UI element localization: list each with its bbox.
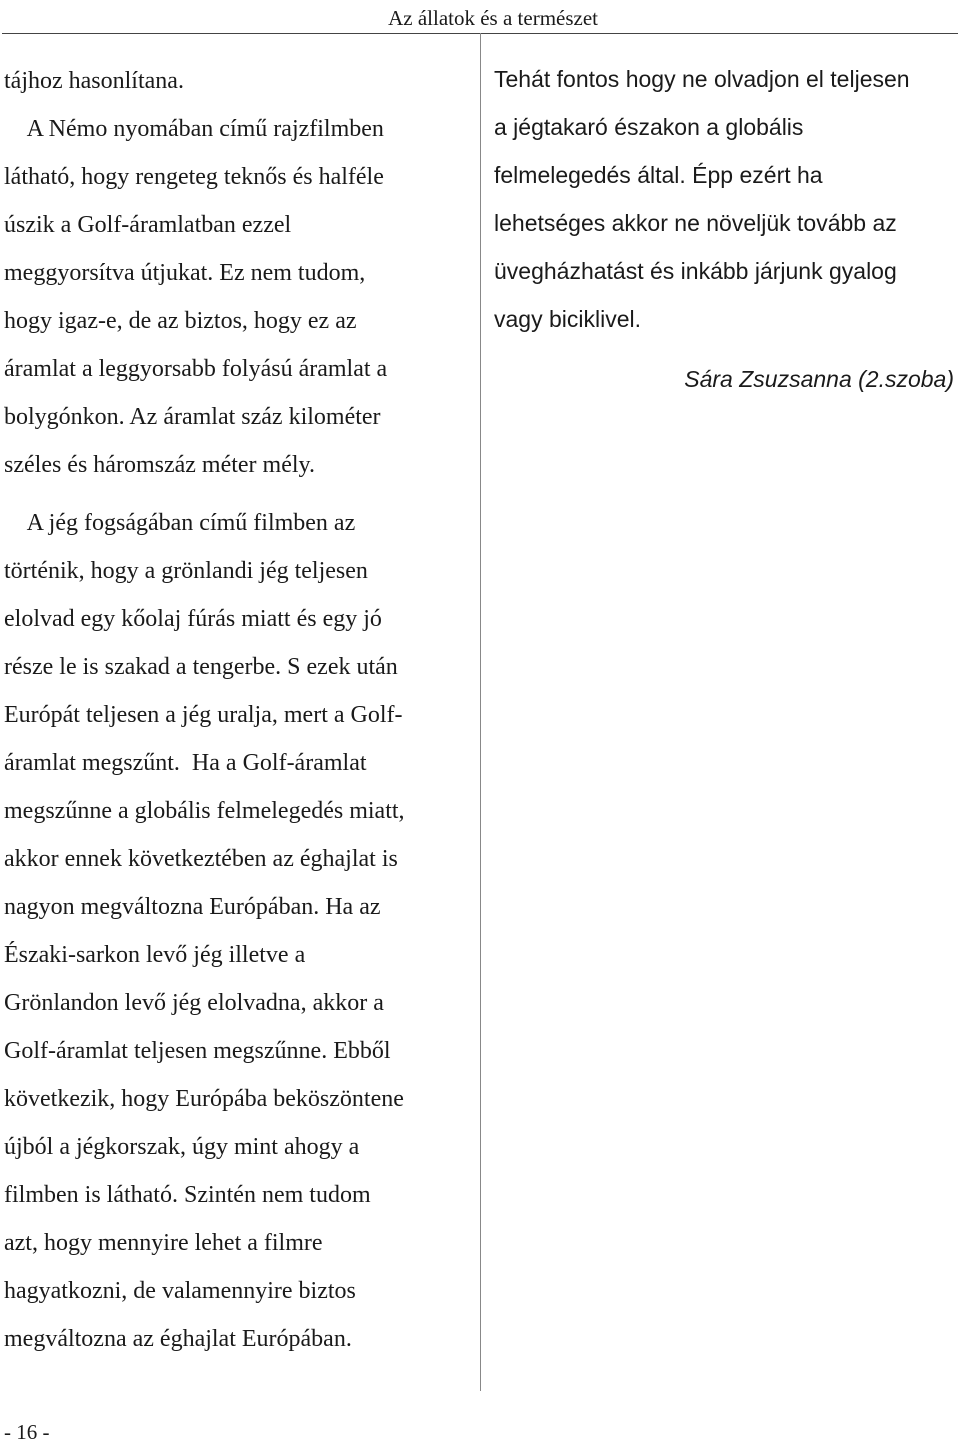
text-line: Északi-sarkon levő jég illetve a bbox=[4, 942, 306, 968]
text-line: bolygónkon. Az áramlat száz kilométer bbox=[4, 404, 381, 430]
right-column bbox=[494, 55, 956, 343]
text-line: Golf-áramlat teljesen megszűnne. Ebből bbox=[4, 1038, 391, 1064]
text-line: Európát teljesen a jég uralja, mert a Golf- bbox=[4, 702, 403, 728]
text-line: filmben is látható. Szintén nem tudom bbox=[4, 1182, 371, 1208]
text-line: hagyatkozni, de valamennyire biztos bbox=[4, 1278, 356, 1304]
text-line: következik, hogy Európába beköszöntene bbox=[4, 1086, 404, 1112]
text-line: meggyorsítva útjukat. Ez nem tudom, bbox=[4, 260, 366, 286]
text-line: Grönlandon levő jég elolvadna, akkor a bbox=[4, 990, 384, 1016]
text-line: újból a jégkorszak, úgy mint ahogy a bbox=[4, 1134, 360, 1160]
text-line: nagyon megváltozna Európában. Ha az bbox=[4, 894, 381, 920]
text-line: tájhoz hasonlítana. bbox=[4, 68, 184, 94]
text-line: úszik a Golf-áramlatban ezzel bbox=[4, 212, 292, 238]
column-divider bbox=[480, 33, 481, 1391]
page-number: - 16 - bbox=[4, 1420, 50, 1444]
text-line: üvegházhatást és inkább járjunk gyalog bbox=[494, 258, 897, 284]
text-line: megváltozna az éghajlat Európában. bbox=[4, 1326, 352, 1352]
text-line: áramlat a leggyorsabb folyású áramlat a bbox=[4, 356, 388, 382]
text-line: része le is szakad a tengerbe. S ezek után bbox=[4, 654, 398, 680]
text-line: felmelegedés által. Épp ezért ha bbox=[494, 162, 823, 188]
paragraph-2 bbox=[4, 499, 474, 1363]
text-line: elolvad egy kőolaj fúrás miatt és egy jó bbox=[4, 606, 382, 632]
text-line: A jég fogságában című filmben az bbox=[4, 510, 356, 536]
running-header-title: Az állatok és a természet bbox=[388, 6, 598, 30]
text-line: akkor ennek következtében az éghajlat is bbox=[4, 846, 398, 872]
text-line: áramlat megszűnt. Ha a Golf-áramlat bbox=[4, 750, 367, 776]
paragraph-3 bbox=[494, 55, 956, 343]
text-line: hogy igaz-e, de az biztos, hogy ez az bbox=[4, 308, 357, 334]
text-line: lehetséges akkor ne növeljük tovább az bbox=[494, 210, 897, 236]
paragraph-1 bbox=[4, 57, 474, 489]
text-line: A Némo nyomában című rajzfilmben bbox=[4, 116, 384, 142]
text-line: megszűnne a globális felmelegedés miatt, bbox=[4, 798, 405, 824]
text-line: a jégtakaró északon a globális bbox=[494, 114, 804, 140]
text-line: látható, hogy rengeteg teknős és halféle bbox=[4, 164, 384, 190]
text-line: Tehát fontos hogy ne olvadjon el teljesen bbox=[494, 66, 910, 92]
text-line: azt, hogy mennyire lehet a filmre bbox=[4, 1230, 323, 1256]
text-line: széles és háromszáz méter mély. bbox=[4, 452, 315, 478]
author-signature: Sára Zsuzsanna (2.szoba) bbox=[684, 366, 954, 392]
left-column bbox=[4, 57, 474, 1363]
text-line: vagy biciklivel. bbox=[494, 306, 641, 332]
text-line: történik, hogy a grönlandi jég teljesen bbox=[4, 558, 368, 584]
